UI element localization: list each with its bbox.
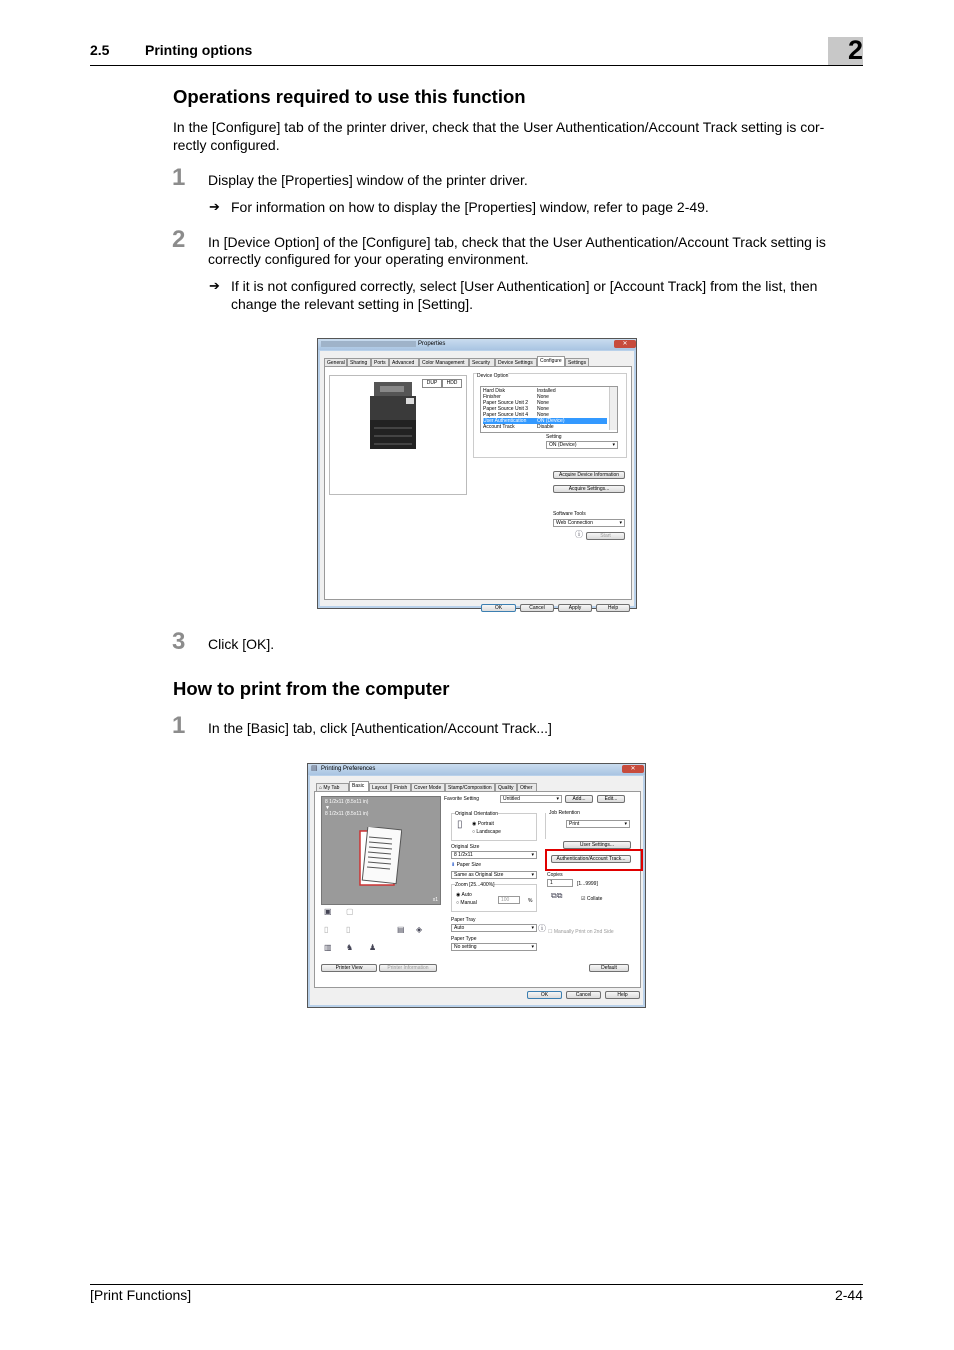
hdd-tag: HDD	[442, 379, 462, 388]
step-text: In the [Basic] tab, click [Authentication/Account Track...]	[208, 720, 552, 736]
user-icon: ♟	[369, 943, 377, 952]
landscape-radio[interactable]: ○ Landscape	[472, 829, 501, 835]
chevron-down-icon: ▾	[531, 925, 534, 931]
portrait-radio[interactable]: ◉ Portrait	[472, 821, 494, 827]
chevron-down-icon: ▾	[612, 442, 615, 448]
stamp-icon: ♞	[346, 943, 354, 952]
default-button[interactable]: Default	[589, 964, 629, 972]
footer-rule	[90, 1284, 863, 1285]
cancel-button[interactable]: Cancel	[566, 991, 601, 999]
paper-tray-label: Paper Tray	[451, 917, 476, 923]
list-item[interactable]: Finisher None	[483, 394, 549, 400]
step-text: In [Device Option] of the [Configure] tab, check that the User Authentication/Account Track setting is	[208, 234, 826, 250]
setting-label: Setting	[546, 434, 562, 440]
punch-icon: ▯	[346, 925, 351, 934]
info-icon: ⓘ	[538, 924, 546, 933]
paper-tray-select[interactable]: Auto ▾	[451, 924, 537, 932]
tab-cover-mode[interactable]: Cover Mode	[411, 783, 445, 791]
dup-tag: DUP	[422, 379, 442, 388]
step-text: Click [OK].	[208, 636, 275, 652]
paper-type-select[interactable]: No setting ▾	[451, 943, 537, 951]
arrow-icon: ➔	[209, 199, 220, 214]
step-note: For information on how to display the [Properties] window, refer to page 2-49.	[231, 199, 709, 215]
printer-view-button[interactable]: Printer View	[321, 964, 377, 972]
list-item[interactable]: Paper Source Unit 2 None	[483, 400, 549, 406]
tab-layout[interactable]: Layout	[369, 783, 391, 791]
apply-button[interactable]: Apply	[558, 604, 592, 612]
manual-2nd-side-checkbox[interactable]: ☐ Manually Print on 2nd Side	[548, 929, 614, 935]
list-item-selected[interactable]: User Authentication ON (Device)	[483, 418, 607, 424]
dialog-titlebar	[308, 764, 645, 775]
home-icon: ⌂	[319, 785, 323, 791]
orientation-label: Original Orientation	[455, 811, 499, 817]
favorite-setting-label: Favorite Setting	[444, 796, 480, 802]
staple-icon: ▢	[346, 907, 354, 916]
tab-general[interactable]: General	[324, 358, 347, 366]
copies-input[interactable]: 1	[547, 879, 573, 887]
favorite-setting-select[interactable]: Untitled ▾	[500, 795, 562, 803]
list-item[interactable]: Paper Source Unit 4 None	[483, 412, 549, 418]
step-note-line2: change the relevant setting in [Setting].	[231, 296, 474, 312]
cancel-button[interactable]: Cancel	[520, 604, 554, 612]
help-button[interactable]: Help	[596, 604, 630, 612]
list-item[interactable]: Hard Disk Installed	[483, 388, 556, 394]
section-heading-print: How to print from the computer	[173, 678, 450, 699]
tray-icon: ▥	[324, 943, 332, 952]
original-size-select[interactable]: 8 1/2x11 ▾	[451, 851, 537, 859]
original-size-label: Original Size	[451, 844, 480, 850]
tab-other[interactable]: Other	[517, 783, 537, 791]
tab-ports[interactable]: Ports	[371, 358, 389, 366]
tab-basic[interactable]: Basic	[349, 781, 369, 791]
configure-panel	[324, 366, 632, 600]
job-retention-select[interactable]: Print ▾	[566, 820, 630, 828]
section-title: Printing options	[145, 42, 253, 58]
printer-information-button[interactable]: Printer Information	[379, 964, 437, 972]
preview-original-size: 8 1/2x11 (8.5x11 in)	[325, 799, 369, 805]
tab-stamp-composition[interactable]: Stamp/Composition	[445, 783, 495, 791]
device-option-group	[473, 373, 627, 458]
paper-size-select[interactable]: Same as Original Size ▾	[451, 871, 537, 879]
ok-button[interactable]: OK	[481, 604, 516, 612]
acquire-settings-button[interactable]: Acquire Settings...	[553, 485, 625, 493]
arrow-icon: ➔	[209, 278, 220, 293]
printer-image-frame	[329, 375, 467, 495]
tab-security[interactable]: Security	[469, 358, 495, 366]
zoom-label: Zoom [25...400%]	[455, 882, 495, 888]
zoom-auto-radio[interactable]: ◉ Auto	[456, 892, 472, 898]
add-button[interactable]: Add...	[565, 795, 593, 803]
job-retention-group	[545, 810, 633, 839]
step-number: 2	[172, 226, 186, 253]
close-button[interactable]: ✕	[614, 340, 636, 348]
properties-dialog	[317, 338, 637, 609]
zoom-group	[451, 884, 537, 912]
intro-paragraph-line1: In the [Configure] tab of the printer driver, check that the User Authentication/Account Track setting is cor-	[173, 119, 825, 135]
duplex-icon: ▯	[324, 925, 329, 934]
intro-paragraph-line2: rectly configured.	[173, 137, 280, 153]
setting-select[interactable]: ON (Device) ▾	[546, 441, 618, 449]
tab-advanced[interactable]: Advanced	[389, 358, 419, 366]
section-number: 2.5	[90, 42, 110, 58]
n-up-icon: ▣	[324, 907, 332, 916]
collate-icon: ⧉⧉	[551, 891, 563, 900]
step-text: Display the [Properties] window of the printer driver.	[208, 172, 528, 188]
chevron-down-icon: ▾	[619, 520, 622, 526]
list-item[interactable]: Account Track Disable	[483, 424, 554, 430]
chevron-down-icon: ▾	[531, 852, 534, 858]
zoom-manual-radio[interactable]: ○ Manual	[456, 900, 477, 906]
help-button[interactable]: Help	[605, 991, 640, 999]
edit-button[interactable]: Edit...	[597, 795, 625, 803]
device-option-label: Device Option	[477, 373, 509, 379]
tab-my-tab[interactable]: ⌂ My Tab	[316, 783, 349, 791]
printing-preferences-dialog	[307, 763, 646, 1008]
paper-type-label: Paper Type	[451, 936, 477, 942]
fold-icon: ◈	[416, 925, 423, 934]
step-number: 1	[172, 712, 186, 739]
orientation-group	[451, 813, 537, 841]
orientation-icon: ▯	[457, 819, 463, 830]
collate-checkbox[interactable]: ☑ Collate	[581, 896, 603, 902]
chevron-down-icon: ▾	[531, 872, 534, 878]
software-tools-select[interactable]: Web Connection ▾	[553, 519, 625, 527]
section-heading-operations: Operations required to use this function	[173, 86, 526, 107]
preview-paper-size: 8 1/2x11 (8.5x11 in)	[325, 811, 369, 817]
copies-label: Copies	[547, 872, 563, 878]
ok-button[interactable]: OK	[527, 991, 562, 999]
chevron-down-icon: ▾	[624, 821, 627, 827]
tab-finish[interactable]: Finish	[391, 783, 411, 791]
tab-color-management[interactable]: Color Management	[419, 358, 469, 366]
step-note: If it is not configured correctly, select [User Authentication] or [Account Track] from the list, then	[231, 278, 818, 294]
basic-panel	[314, 791, 641, 988]
list-item[interactable]: Paper Source Unit 3 None	[483, 406, 549, 412]
booklet-icon: ▤	[397, 925, 405, 934]
tab-quality[interactable]: Quality	[495, 783, 517, 791]
highlight-box	[545, 849, 643, 871]
page-preview-icon	[358, 827, 402, 889]
printer-illustration	[366, 382, 418, 450]
tab-settings[interactable]: Settings	[565, 358, 589, 366]
step-number: 3	[172, 628, 186, 655]
job-retention-label: Job Retention	[549, 810, 580, 816]
zoom-value-input[interactable]: 100	[498, 896, 520, 904]
preview-count: x1	[432, 897, 438, 903]
dialog-body	[320, 351, 634, 611]
paper-size-label: ⬇ Paper Size	[451, 862, 482, 868]
arrow-down-icon: ⬇	[451, 862, 456, 868]
footer-chapter-title: [Print Functions]	[90, 1287, 192, 1303]
copies-range: [1...9999]	[577, 881, 598, 887]
chapter-number: 2	[847, 35, 863, 65]
list-scrollbar[interactable]	[609, 387, 617, 430]
user-settings-button[interactable]: User Settings...	[563, 841, 631, 849]
zoom-percent: %	[528, 898, 533, 904]
footer-page-number: 2-44	[834, 1287, 863, 1303]
step-number: 1	[172, 164, 186, 191]
dialog-title: Printing Preferences	[321, 766, 376, 772]
close-button[interactable]: ✕	[622, 765, 644, 773]
info-icon: ⓘ	[575, 530, 583, 539]
software-tools-label: Software Tools	[553, 511, 586, 517]
dialog-titlebar	[318, 339, 636, 350]
dialog-body	[310, 776, 643, 1005]
tab-configure[interactable]: Configure	[537, 356, 565, 366]
device-option-list[interactable]	[480, 386, 618, 433]
dialog-title: Properties	[418, 341, 446, 347]
preview-area	[321, 796, 441, 905]
tab-sharing[interactable]: Sharing	[347, 358, 371, 366]
start-button[interactable]: Start	[586, 532, 625, 540]
preview-arrow: ▼	[325, 805, 330, 811]
authentication-account-track-button[interactable]: Authentication/Account Track...	[551, 855, 631, 863]
printer-name-redacted	[321, 341, 416, 347]
chevron-down-icon: ▾	[556, 796, 559, 802]
acquire-device-information-button[interactable]: Acquire Device Information	[553, 471, 625, 479]
header-rule	[90, 65, 863, 66]
step-text-line2: correctly configured for your operating environment.	[208, 251, 529, 267]
printer-icon: ▤	[311, 765, 318, 772]
tab-device-settings[interactable]: Device Settings	[495, 358, 537, 366]
chevron-down-icon: ▾	[531, 944, 534, 950]
